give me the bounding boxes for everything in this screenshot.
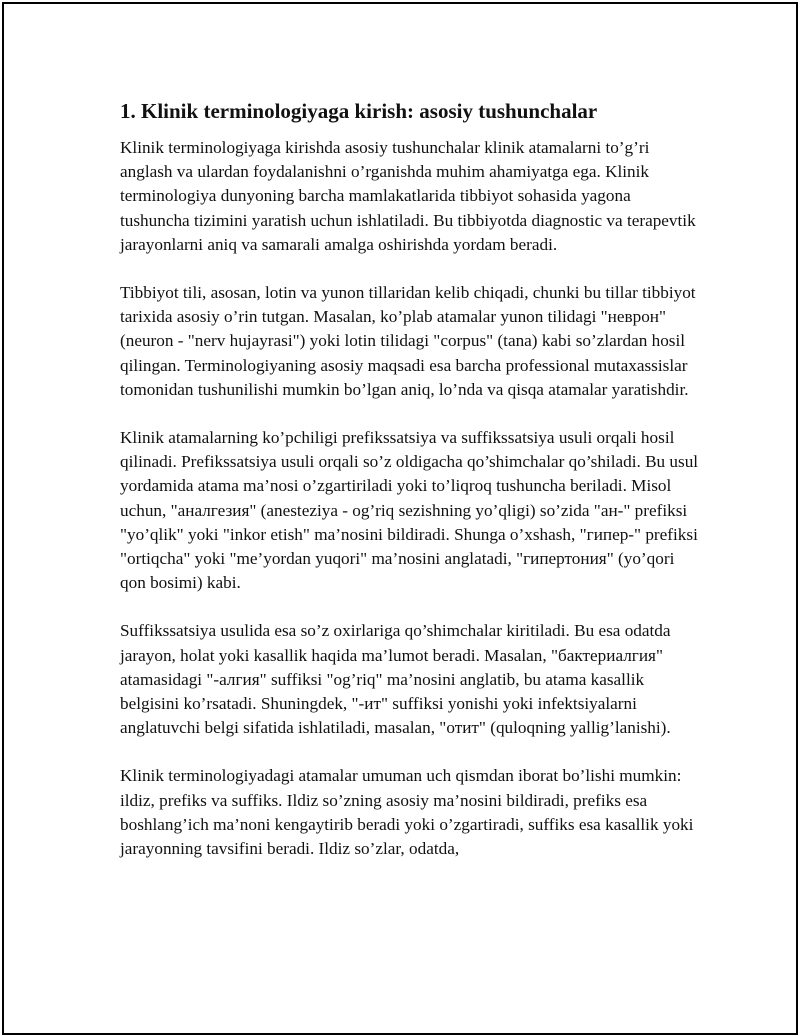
paragraph-suffixation: Suffikssatsiya usulida esa so’z oxirlariga qo’shimchalar kiritiladi. Bu esa odatda jarayon, holat yoki kasallik haqida ma’lumot beradi. Masalan, "бактериалгия" atamasidagi "-алгия" suffiksi "og’riq" ma’nosini anglatib, bu atama kasallik belgisini ko’rsatadi. Shuningdek, "-ит" suffiksi yonishi yoki infektsiyalarni anglatuvchi belgi sifatida ishlatiladi, masalan, "отит" (quloqning yallig’lanishi). [120,621,671,738]
paragraph-origins: Tibbiyot tili, asosan, lotin va yunon tillaridan kelib chiqadi, chunki bu tillar tibbiyot tarixida asosiy o’rin tutgan. Masalan, ko’plab atamalar yunon tilidagi "неврон" (neuron - "nerv hujayrasi") yoki lotin tilidagi "corpus" (tana) kabi so’zlardan hosil qilingan. Terminologiyaning asosiy maqsadi esa barcha professional mutaxassislar tomonidan tushunilishi mumkin bo’lgan aniq, lo’nda va qisqa atamalar yaratishdir. [120,283,696,399]
paragraph-term-structure: Klinik terminologiyadagi atamalar umuman uch qismdan iborat bo’lishi mumkin: ildiz, prefiks va suffiks. Ildiz so’zning asosiy ma’nosini bildiradi, prefiks esa boshlang’ich ma’noni kengaytirib beradi yoki o’zgartiradi, suffiks esa kasallik yoki jarayonning tavsifini beradi. Ildiz so’zlar, odatda, [120,766,694,859]
paragraph-prefixation: Klinik atamalarning ko’pchiligi prefikssatsiya va suffikssatsiya usuli orqali hosil qilinadi. Prefikssatsiya usuli orqali so’z oldigacha qo’shimchalar qo’shiladi. Bu usul yordamida atama ma’nosi o’zgartiriladi yoki to’liqroq tushuncha beriladi. Misol uchun, "аналгезия" (anesteziya - og’riq sezishning yo’qligi) so’zida "ан-" prefiksi "yo’qlik" yoki "inkor etish" ma’nosini bildiradi. Shunga o’xshash, "гипер-" prefiksi "ortiqcha" yoki "me’yordan yuqori" ma’nosini anglatadi, "гипертония" (yo’qori qon bosimi) kabi. [120,428,699,593]
section-heading: 1. Klinik terminologiyaga kirish: asosiy tushunchalar [120,99,598,123]
paragraph-intro: Klinik terminologiyaga kirishda asosiy tushunchalar klinik atamalarni to’g’ri anglash va ulardan foydalanishni o’rganishda muhim ahamiyatga ega. Klinik terminologiya dunyoning barcha mamlakatlarida tibbiyot sohasida yagona tushuncha tizimini yaratish uchun ishlatiladi. Bu tibbiyotda diagnostic va terapevtik jarayonlarni aniq va samarali amalga oshirishda yordam beradi. [120,138,696,254]
document-body [120,96,700,885]
document-page [2,2,798,1035]
